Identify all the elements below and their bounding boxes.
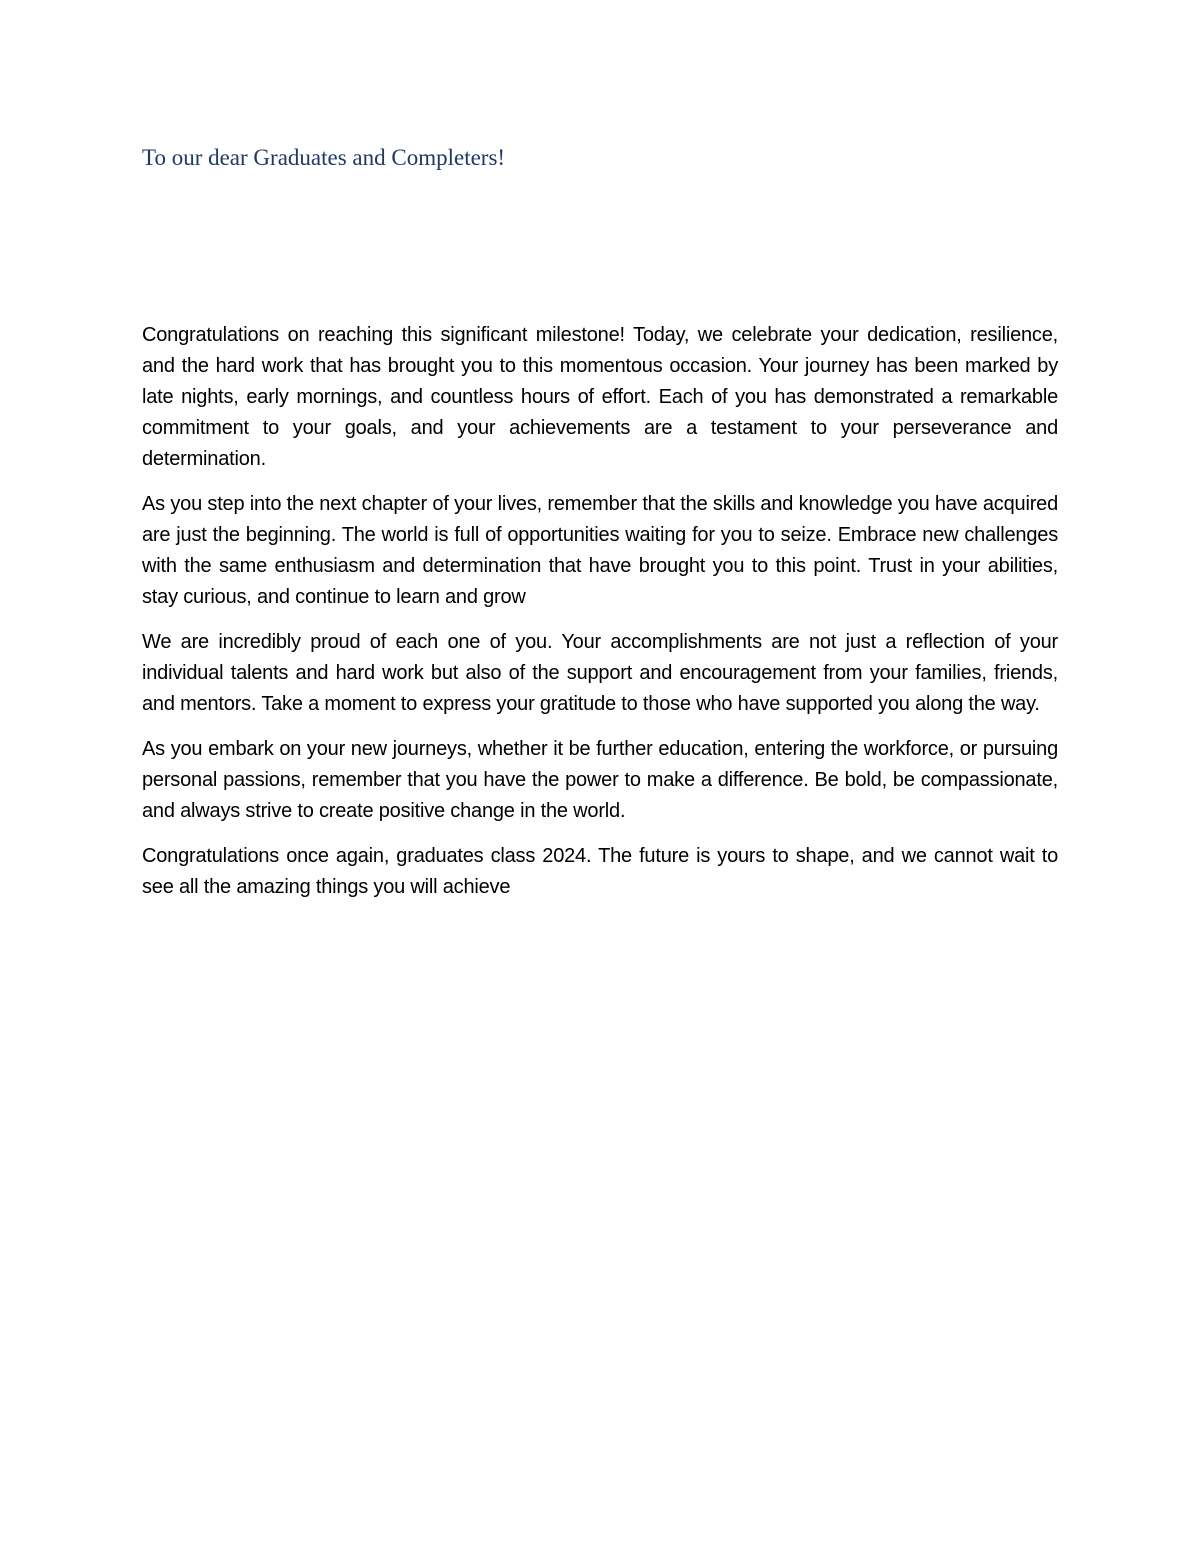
letter-heading: To our dear Graduates and Completers! <box>142 145 506 170</box>
letter-body <box>142 320 1058 917</box>
paragraph-new-journeys: As you embark on your new journeys, whether it be further education, entering the workforce, or pursuing personal passions, remember that you have the power to make a difference. Be bold, be compassionate, and always strive to create positive change in the world. <box>142 738 1058 822</box>
paragraph-proud: We are incredibly proud of each one of you. Your accomplishments are not just a reflection of your individual talents and hard work but also of the support and encouragement from your families, friends, and mentors. Take a moment to express your gratitude to those who have supported you along the way. <box>142 631 1058 715</box>
paragraph-congratulations: Congratulations on reaching this significant milestone! Today, we celebrate your dedication, resilience, and the hard work that has brought you to this momentous occasion. Your journey has been marked by late nights, early mornings, and countless hours of effort. Each of you has demonstrated a remarkable commitment to your goals, and your achievements are a testament to your perseverance and determination. <box>142 324 1058 470</box>
paragraph-next-chapter: As you step into the next chapter of your lives, remember that the skills and knowledge you have acquired are just the beginning. The world is full of opportunities waiting for you to seize. Embrace new challenges with the same enthusiasm and determination that have brought you to this point. Trust in your abilities, stay curious, and continue to learn and grow <box>142 493 1058 608</box>
paragraph-closing: Congratulations once again, graduates class 2024. The future is yours to shape, and we cannot wait to see all the amazing things you will achieve <box>142 845 1058 898</box>
